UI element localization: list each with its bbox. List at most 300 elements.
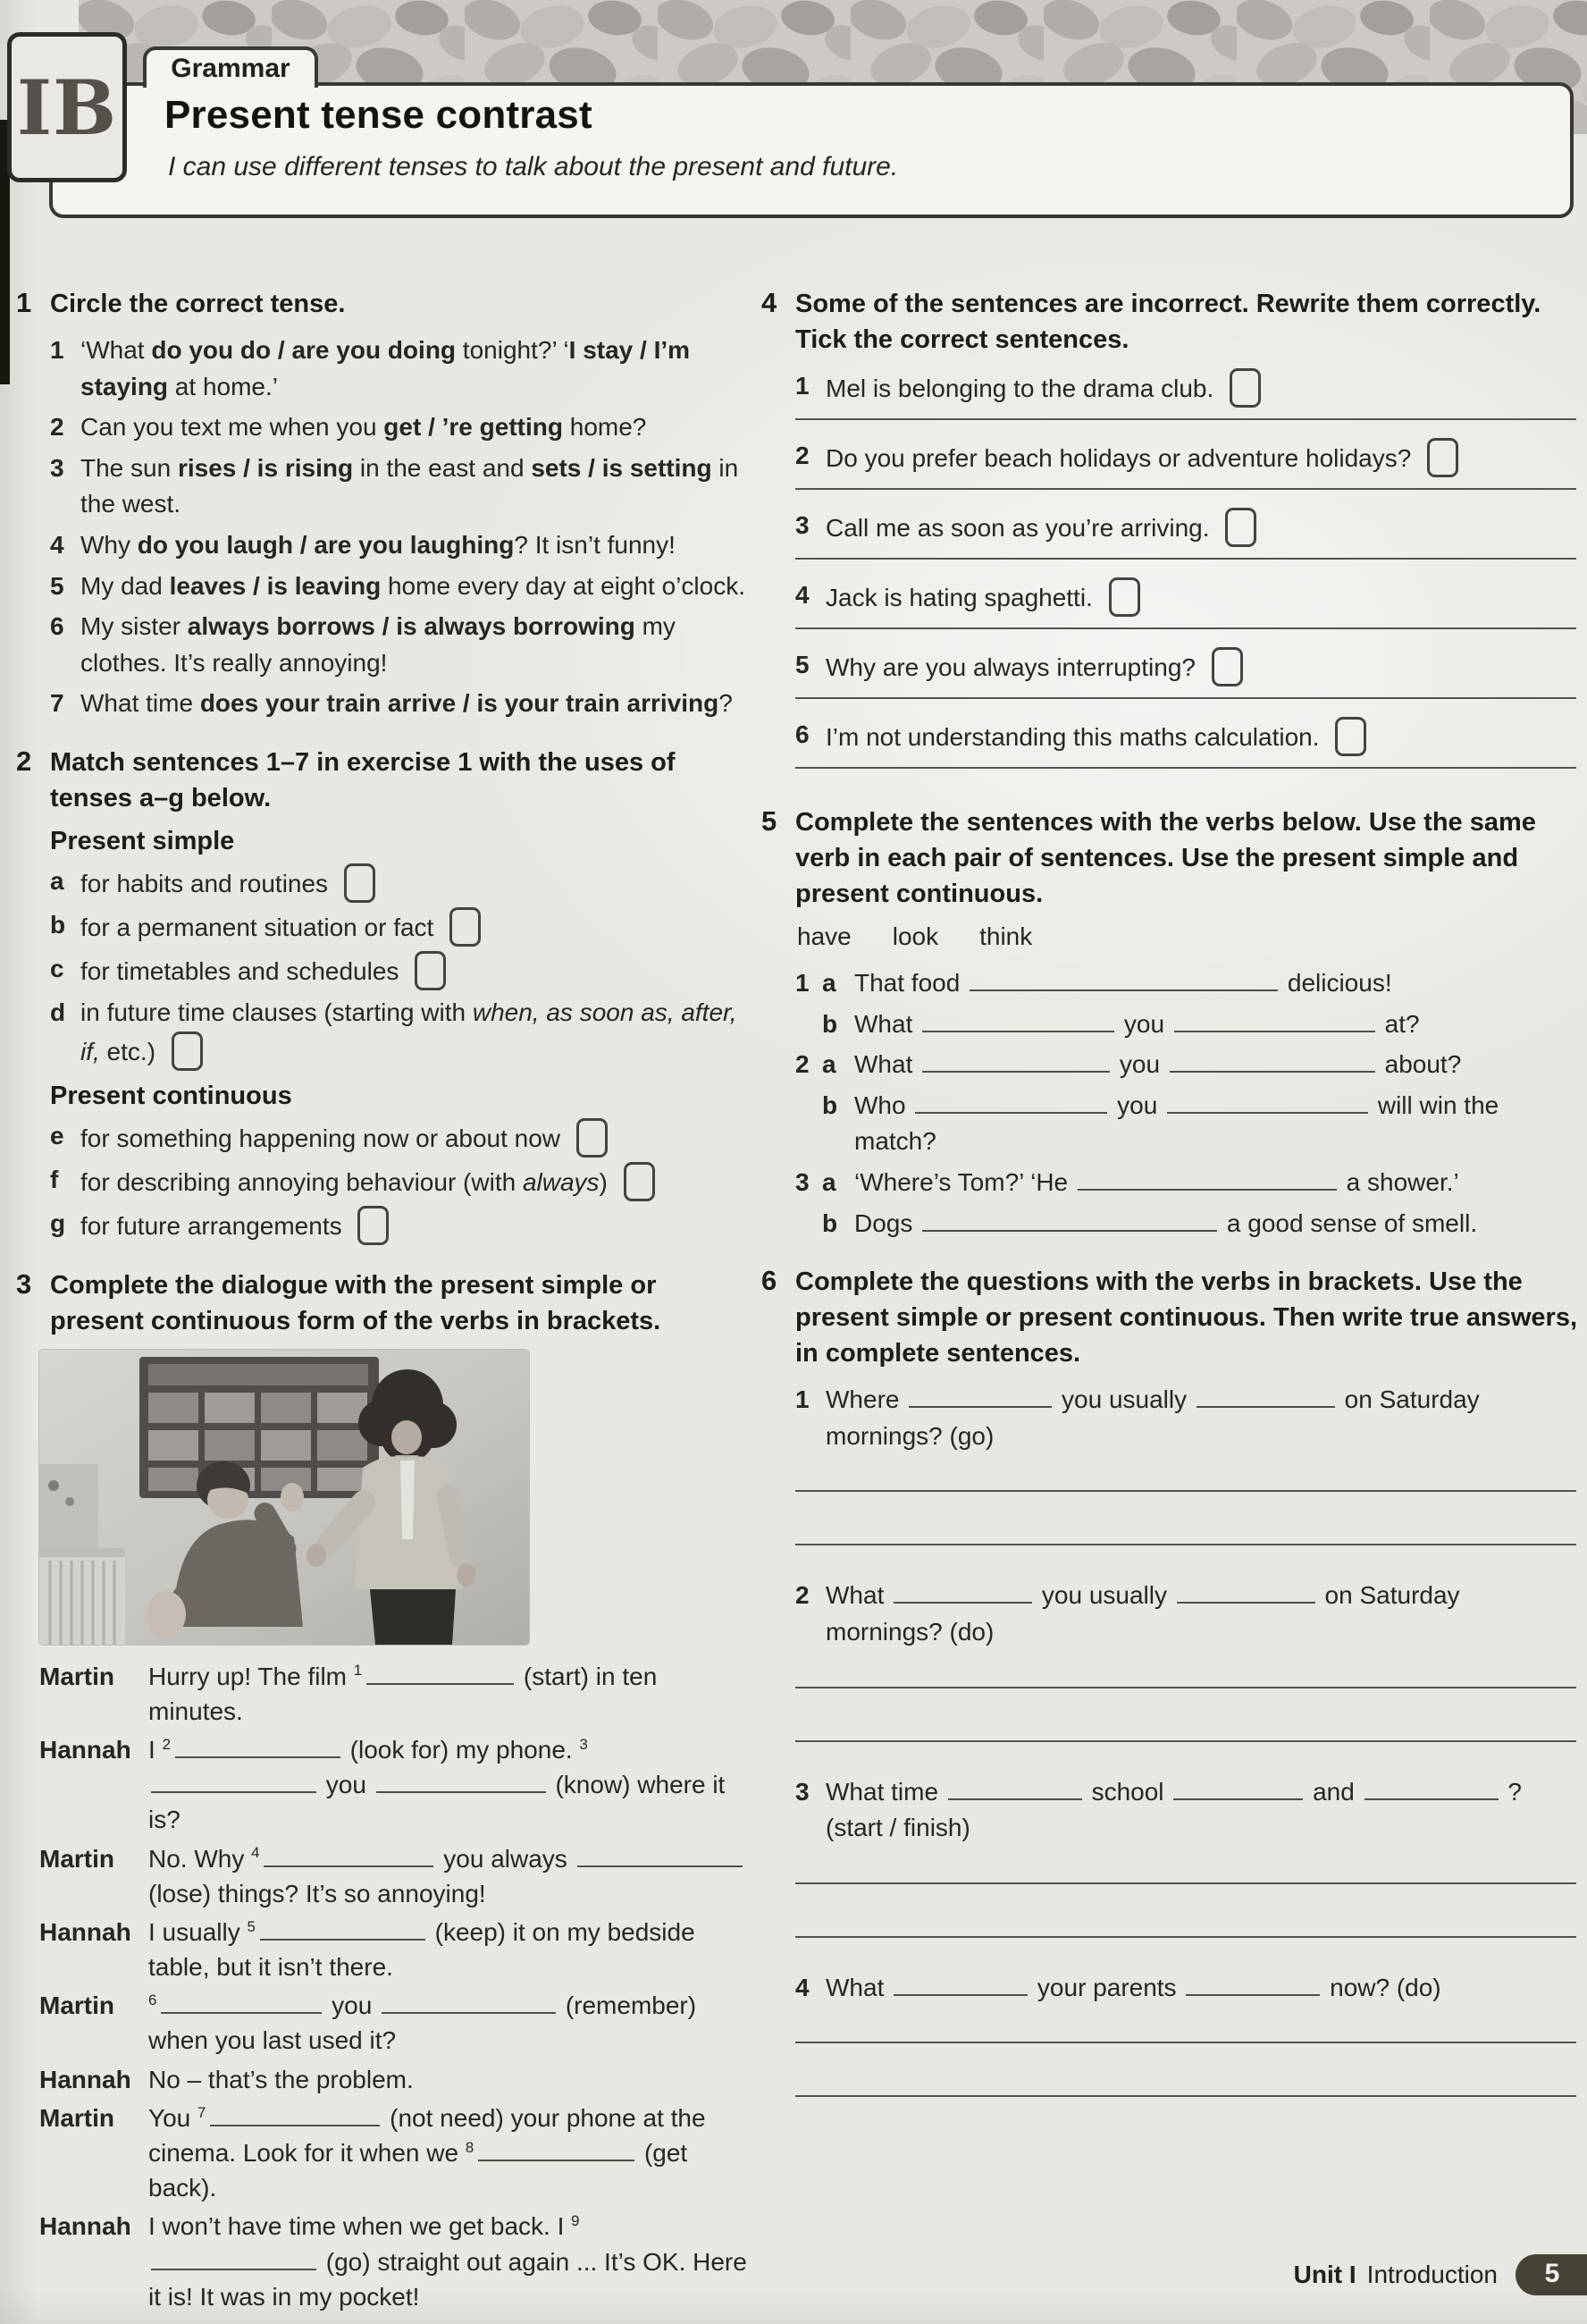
text-run: ) [599,1167,615,1196]
text-run: school [1084,1777,1171,1806]
answer-blank[interactable] [894,1596,1032,1604]
dialogue-line [39,1988,747,2058]
text-run: in the east and [353,453,532,482]
item-letter: b [822,1090,838,1119]
answer-blank[interactable] [1170,1065,1375,1073]
exercise-list [795,368,1582,769]
item-text [826,717,1582,756]
can-do-statement: I can use different tenses to talk about the present and future. [168,152,899,181]
answer-blank[interactable] [376,1786,546,1793]
item-text [80,1118,747,1158]
exercise-item [795,1578,1582,1650]
item-text [826,1578,1582,1650]
answer-blank[interactable] [151,1786,316,1793]
answer-blank[interactable] [161,2007,322,2014]
text-run: ? It isn’t funny! [514,530,676,559]
exercise-title: Circle the correct tense. [50,290,346,318]
item-number: 1 [795,1385,810,1414]
item-number: 1 [795,372,810,400]
item-text [80,333,747,405]
text-run: you [1117,1009,1171,1038]
exercise-title: Complete the dialogue with the present simple or present continuous form of the verbs in brackets. [50,1270,661,1335]
text-run: for timetables and schedules [80,956,407,985]
bold-run: leaves / is leaving [169,571,382,600]
answer-blank[interactable] [478,2154,634,2161]
right-column [761,286,1582,2147]
text-run: What [826,1581,892,1610]
answer-blank[interactable] [1186,1989,1320,1996]
item-letter: a [822,1050,836,1079]
item-number: 4 [50,530,64,559]
item-number: g [50,1208,66,1237]
exercise-3 [16,1267,747,2318]
item-number: e [50,1121,64,1149]
exercise-number: 6 [761,1265,777,1297]
exercise-item [795,1006,1582,1043]
text-run: ‘Where’s Tom?’ ‘He [854,1168,1075,1197]
item-text [826,368,1582,408]
answer-writing-line[interactable] [795,418,1576,420]
exercise-item [795,717,1582,756]
exercise-title: Match sentences 1–7 in exercise 1 with the uses of tenses a–g below. [50,747,676,813]
answer-writing-line[interactable] [795,627,1576,629]
answer-checkbox[interactable] [449,907,481,947]
dialogue-line [39,2062,747,2097]
text-run: What [826,1973,892,2001]
answer-checkbox[interactable] [624,1162,655,1201]
exercise-list [795,965,1582,1242]
text-run: on Saturday mornings? (do) [826,1581,1460,1646]
item-number: 6 [50,612,64,641]
exercise-6 [761,1264,1582,2129]
text-run: you [324,1991,380,2020]
bold-run: always borrows / is always borrowing [187,612,635,641]
text-run: Who [854,1090,913,1119]
dialogue-line [39,2209,747,2314]
answer-checkbox[interactable] [344,863,375,903]
answer-blank[interactable] [948,1793,1082,1800]
text-run: ? (start / finish) [826,1777,1522,1842]
text-run: Can you text me when you [80,413,384,442]
exercise-item [795,508,1582,547]
text-run: will win the match? [854,1090,1499,1156]
item-text [80,409,747,446]
item-text [826,1970,1582,2007]
item-text [854,1206,1582,1242]
text-run: What time [80,689,200,718]
dialogue-line [39,1659,747,1729]
exercise-5 [761,804,1582,1246]
exercise-item [50,450,747,523]
text-run: for habits and routines [80,869,335,897]
answer-blank[interactable] [264,1860,433,1867]
italic-run: always [522,1167,600,1196]
blank-number: 4 [251,1844,260,1862]
item-text [80,951,747,990]
item-number: 6 [795,720,810,749]
dialogue-text [148,2101,747,2206]
bold-run: get / ’re getting [383,413,563,442]
item-letter: b [822,1009,838,1038]
item-number [795,1006,822,1043]
text-run: No. Why [148,1844,252,1873]
exercise-item [50,568,747,605]
exercise-number: 2 [16,745,32,777]
exercise-photo [39,1350,529,1645]
exercise-item [50,951,747,990]
item-text [854,1047,1582,1083]
speaker-name: Hannah [39,1735,131,1764]
text-run: What [854,1050,920,1079]
dialogue-line [39,1841,747,1911]
text-run: Dogs [854,1208,920,1237]
exercise-item [795,368,1582,408]
answer-writing-line[interactable] [795,697,1576,699]
blank-number: 3 [579,1735,588,1753]
exercise-item [50,686,747,722]
left-column [16,286,747,2324]
answer-blank[interactable] [1078,1183,1337,1191]
item-number: 5 [795,651,810,679]
answer-checkbox[interactable] [415,951,446,990]
blank-number: 8 [465,2138,474,2156]
text-run: (get back). [148,2139,688,2202]
strand-tab: Grammar [143,46,318,88]
item-number: 2 [50,413,64,442]
blank-number: 6 [148,1991,157,2008]
exercise-2 [16,745,747,1250]
item-number: f [50,1165,59,1193]
answer-writing-line[interactable] [795,2042,1576,2043]
text-run: Why are you always interrupting? [826,653,1203,682]
text-run: Why [80,530,138,559]
answer-blank[interactable] [909,1401,1052,1408]
exercise-item [795,647,1582,686]
item-text [826,1774,1582,1847]
item-number: 1 [795,969,810,998]
answer-writing-line[interactable] [795,1687,1576,1688]
exercise-list [50,827,747,1245]
lesson-title: Present tense contrast [164,93,592,137]
text-run: Mel is belonging to the drama club. [826,375,1222,403]
bold-run: do you do / are you doing [151,336,457,365]
item-text [80,907,747,947]
exercise-title: Some of the sentences are incorrect. Rewrite them correctly. Tick the correct sentences. [795,290,1541,355]
exercise-item [795,1970,1582,2007]
text-run: at? [1377,1009,1420,1038]
text-run: Hurry up! The film [148,1662,354,1690]
text-run: home every day at eight o’clock. [381,571,745,600]
item-number [795,1088,822,1160]
answer-blank[interactable] [175,1751,340,1758]
dialogue-line [39,2101,747,2206]
speaker-name: Martin [39,2103,114,2132]
exercise-item [795,1382,1582,1454]
item-text [826,438,1582,477]
exercise-item [50,907,747,947]
blank-number: 5 [247,1917,256,1935]
item-number: 3 [795,511,810,540]
answer-checkbox[interactable] [576,1118,608,1158]
bold-run: I stay / I’m staying [80,336,691,400]
answer-checkbox[interactable] [1335,717,1366,756]
exercise-number: 4 [761,287,777,318]
text-run: You [148,2103,198,2132]
answer-blank[interactable] [577,1860,743,1867]
bold-run: sets / is setting [531,453,712,482]
exercise-item [50,1206,747,1245]
exercise-item [50,995,747,1071]
exercise-item [50,409,747,446]
answer-checkbox[interactable] [357,1206,389,1245]
speaker-name: Martin [39,1991,114,2020]
exercise-body [50,286,747,727]
answer-blank[interactable] [915,1107,1107,1114]
text-run: (go) straight out again ... It’s OK. Here it is! It was in my pocket! [148,2247,747,2311]
dialogue-line [39,1732,747,1838]
text-run: now? (do) [1322,1973,1441,2001]
text-run: you always [436,1844,575,1873]
item-text [80,686,747,722]
tense-heading: Present simple [50,826,235,855]
item-number: 2 [795,1581,810,1610]
answer-writing-line[interactable] [795,1936,1576,1938]
answer-checkbox[interactable] [1225,508,1256,547]
text-run: you usually [1035,1581,1174,1610]
text-run: delicious! [1281,969,1392,998]
dialogue-line [39,1915,747,1984]
blank-number: 9 [571,2212,580,2230]
answer-writing-line[interactable] [795,1544,1576,1545]
exercise-item [795,577,1582,617]
text-run: ‘What [80,336,152,365]
answer-blank[interactable] [1177,1596,1315,1604]
item-number: 4 [795,1973,810,2001]
text-run: a good sense of smell. [1220,1208,1478,1237]
item-text [80,450,747,523]
item-text [854,1088,1582,1160]
italic-run: when, as soon as, after, if, [80,998,737,1065]
exercise-list [50,333,747,722]
item-letter: a [822,1168,836,1197]
exercise-number: 1 [16,287,32,318]
item-number: d [50,998,66,1026]
answer-writing-line[interactable] [795,558,1576,560]
footer-section-label: Introduction [1366,2261,1498,2288]
text-run: you [1113,1050,1167,1079]
text-run: my clothes. It’s really annoying! [80,612,676,677]
text-run: you usually [1054,1385,1194,1414]
item-text [80,609,747,681]
page-number-badge: 5 [1516,2254,1587,2295]
exercise-item [795,1206,1582,1242]
answer-checkbox[interactable] [172,1031,203,1071]
exercise-4 [761,286,1582,787]
text-run: (keep) it on my bedside table, but it isn’t there. [148,1917,695,1982]
answer-blank[interactable] [1174,1025,1375,1032]
text-run: Call me as soon as you’re arriving. [826,514,1217,543]
text-run: and [1306,1777,1362,1806]
exercise-body [795,804,1582,1246]
answer-blank[interactable] [210,2119,380,2126]
item-text [80,568,747,605]
item-text [80,995,747,1071]
text-run: (not need) your phone at the cinema. Look for it when we [148,2103,706,2168]
dialogue-text [148,1659,747,1729]
answer-writing-line[interactable] [795,1740,1576,1742]
item-number: 7 [50,689,64,718]
blank-number: 2 [162,1735,171,1753]
exercise-item [50,863,747,903]
answer-checkbox[interactable] [1109,577,1140,617]
answer-blank[interactable] [1364,1793,1499,1800]
item-text [854,1165,1582,1201]
item-letter: a [822,969,836,998]
bold-run: does your train arrive / is your train arriving [199,689,719,718]
answer-blank[interactable] [922,1065,1110,1073]
text-run: (remember) when you last used it? [148,1991,697,2055]
text-run: (know) where it is? [148,1771,726,1834]
answer-blank[interactable] [366,1678,514,1685]
speaker-name: Hannah [39,1917,131,1946]
exercise-number: 3 [16,1267,32,1300]
text-run: at home.’ [168,372,278,400]
dialogue-text [148,1988,747,2058]
text-run: Where [826,1385,907,1414]
word-bank-item: look [892,922,939,951]
page-footer [1294,2254,1587,2295]
bold-run: rises / is rising [177,453,354,482]
exercise-item [50,1118,747,1158]
unit-tab: IB [7,32,127,182]
item-letter: b [822,1208,838,1237]
item-text [854,1006,1582,1043]
exercise-item [795,1774,1582,1847]
item-number: 3 [795,1168,810,1197]
exercise-body [795,1264,1582,2129]
speaker-name: Martin [39,1844,114,1873]
answer-blank[interactable] [1173,1793,1303,1800]
text-run: Jack is hating spaghetti. [826,584,1100,612]
dialogue-text [148,2209,747,2314]
answer-blank[interactable] [922,1025,1114,1032]
item-text [80,1162,747,1201]
text-run: (start) in ten minutes. [148,1662,658,1725]
answer-blank[interactable] [151,2263,316,2270]
answer-checkbox[interactable] [1427,438,1458,477]
exercise-title: Complete the questions with the verbs in brackets. Use the present simple or present continuous. Then write true answers, in complete sentences. [795,1267,1578,1368]
word-bank [797,922,1582,951]
blank-number: 7 [197,2103,206,2121]
answer-writing-line[interactable] [795,1490,1576,1492]
item-text [826,647,1582,686]
answer-checkbox[interactable] [1230,368,1261,408]
exercise-item [795,1047,1582,1083]
answer-blank[interactable] [922,1225,1217,1232]
answer-blank[interactable] [970,984,1278,991]
text-run: etc.) [99,1037,163,1065]
answer-writing-line[interactable] [795,2095,1576,2097]
exercise-item [795,1165,1582,1201]
text-run: about? [1377,1050,1462,1079]
answer-writing-line[interactable] [795,767,1576,769]
text-run: home? [562,413,647,442]
item-number: 2 [795,442,810,470]
text-run: (look for) my phone. [342,1735,580,1764]
dialogue-text [148,1841,747,1911]
item-number: 3 [795,1777,810,1806]
text-run: ? [718,689,733,718]
answer-blank[interactable] [382,2007,556,2014]
text-run: I won’t have time when we get back. I [148,2212,572,2241]
dialogue-text [148,1915,747,1984]
answer-checkbox[interactable] [1212,647,1243,686]
speaker-name: Hannah [39,2065,131,2093]
item-text [854,965,1582,1002]
exercise-number: 5 [761,805,777,838]
item-text [80,1206,747,1245]
text-run: for describing annoying behaviour (with [80,1167,523,1196]
speaker-name: Martin [39,1662,114,1690]
item-text [826,508,1582,547]
exercise-item [795,438,1582,477]
answer-writing-line[interactable] [795,1882,1576,1884]
text-run: on Saturday mornings? (go) [826,1385,1480,1450]
exercise-item [50,609,747,681]
text-run: My dad [80,571,170,600]
answer-blank[interactable] [1197,1401,1335,1408]
answer-writing-line[interactable] [795,488,1576,490]
text-run: your parents [1030,1973,1184,2001]
text-run: That food [854,969,968,998]
speaker-name: Hannah [39,2212,131,2241]
answer-blank[interactable] [1167,1107,1368,1114]
bold-run: do you laugh / are you laughing [137,530,515,559]
item-number: a [50,866,64,895]
item-number [795,1206,822,1242]
text-run: you [1110,1090,1165,1119]
footer-unit-label: Unit I [1293,2261,1356,2288]
item-number: 1 [50,336,64,365]
item-number: 3 [50,453,64,482]
text-run: My sister [80,612,188,641]
item-number: 5 [50,571,64,600]
exercise-item [50,527,747,564]
text-run: tonight?’ ‘ [456,336,569,365]
tense-heading: Present continuous [50,1081,292,1110]
exercise-body [795,286,1582,787]
answer-blank[interactable] [894,1989,1028,1996]
text-run: you [319,1771,374,1799]
exercise-item [795,1088,1582,1160]
text-run: (lose) things? It’s so annoying! [148,1879,486,1907]
answer-blank[interactable] [260,1933,425,1941]
item-text [826,577,1582,617]
word-bank-item: have [797,922,852,951]
dialogue-text [148,1732,747,1838]
text-run: I’m not understanding this maths calculation. [826,723,1327,752]
text-run: Do you prefer beach holidays or adventure holidays? [826,444,1419,473]
item-text [80,527,747,564]
text-run: a shower.’ [1339,1168,1459,1197]
text-run: for something happening now or about now [80,1124,567,1152]
exercise-item [795,965,1582,1002]
blank-number: 1 [353,1662,363,1680]
dialogue-text [148,2062,747,2097]
dialogue [39,1659,747,2314]
text-run: I usually [148,1917,248,1946]
text-run: I [148,1735,163,1764]
